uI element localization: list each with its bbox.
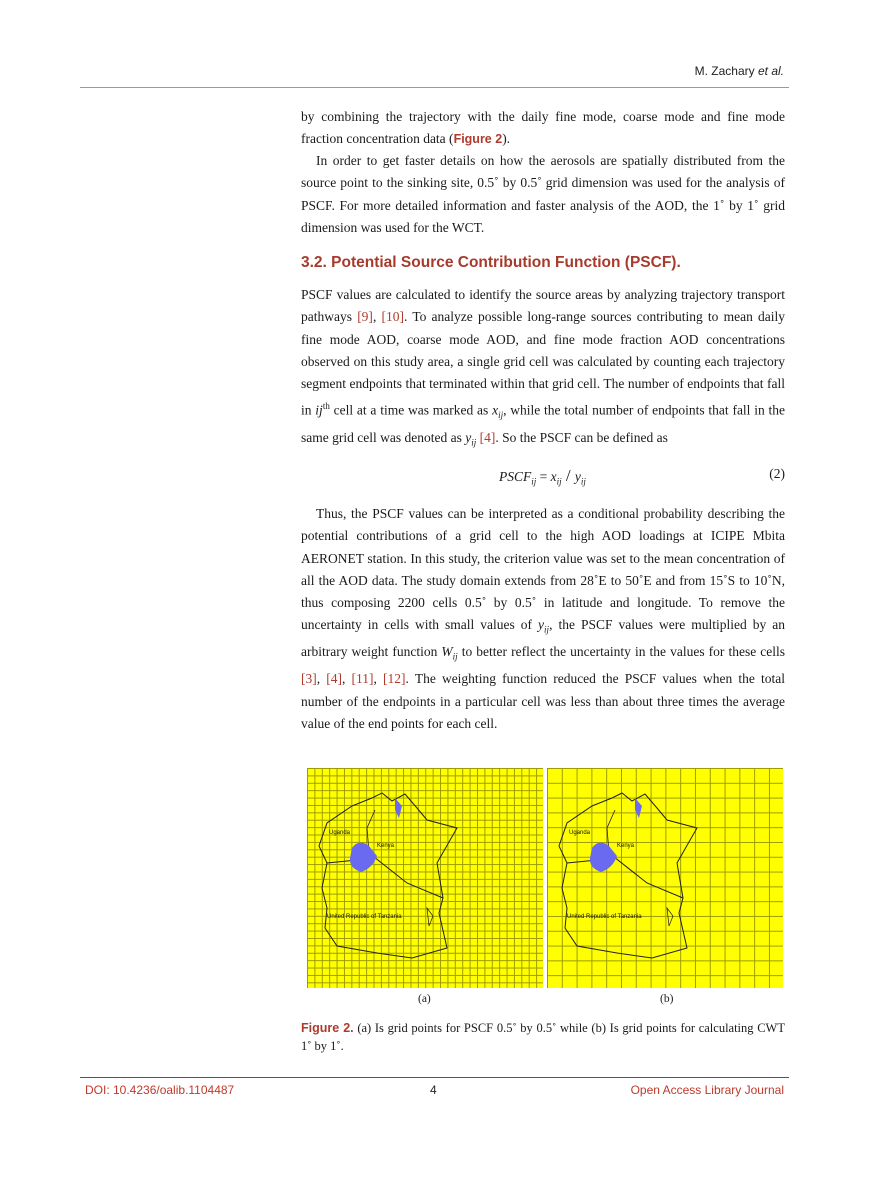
map-label-kenya: Kenya bbox=[377, 843, 395, 849]
running-header-author: M. Zachary et al. bbox=[694, 64, 784, 78]
grid-map-panel-a bbox=[307, 768, 543, 988]
citation-link[interactable]: [3] bbox=[301, 671, 317, 687]
footer-doi-link[interactable]: DOI: 10.4236/oalib.1104487 bbox=[85, 1083, 235, 1097]
map-label-uganda: Uganda bbox=[569, 830, 591, 836]
figure-2 bbox=[307, 768, 783, 988]
subfigure-label-a: (a) bbox=[418, 993, 431, 1005]
citation-link[interactable]: [12] bbox=[383, 671, 406, 687]
paragraph-4: Thus, the PSCF values can be interpreted as a conditional probability describing the potential contributions of a grid cell to the high AOD loadings at ICIPE Mbita AERONET station. In this study, the criterion value was set to the mean concentration of all the AOD data. The study domain extends from 28˚E to 50˚E and from 15˚S to 10˚N, thus composing 2200 cells 0.5˚ by 0.5˚ in latitude and longitude. To remove the uncertainty in cells with small values of $y_{ij}$, the PSCF values were multiplied by an arbitrary weight function $W_{ij}$ to better reflect the uncertainty in the values for these cells [3], [4], [11], [12]. The weighting function reduced the PSCF values when the total number of the endpoints in a particular cell was less than about three times the average value of the end points for each cell. bbox=[301, 506, 786, 732]
citation-link[interactable]: [4] bbox=[326, 671, 343, 687]
footer-rule bbox=[80, 1077, 789, 1078]
map-label-tanzania: United Republic of Tanzania bbox=[567, 914, 642, 920]
east-africa-map-a bbox=[307, 768, 543, 988]
map-label-tanzania: United Republic of Tanzania bbox=[327, 914, 402, 920]
citation-link[interactable]: [11] bbox=[351, 671, 374, 687]
subfigure-label-b: (b) bbox=[660, 993, 674, 1005]
footer-journal-link[interactable]: Open Access Library Journal bbox=[630, 1083, 784, 1097]
figure-caption-label: Figure 2. bbox=[301, 1021, 354, 1035]
east-africa-map-b bbox=[547, 768, 783, 988]
map-label-kenya: Kenya bbox=[617, 843, 635, 849]
page-number: 4 bbox=[430, 1083, 437, 1097]
citation-link[interactable]: [10] bbox=[381, 309, 404, 325]
equation-2: $PSCF_{ij} = x_{ij} / y_{ij}$ (2) bbox=[499, 466, 785, 487]
paragraph-2: In order to get faster details on how the aerosols are spatially distributed from the source point to the sinking site, 0.5˚ by 0.5˚ grid dimension was used for the analysis of PSCF. For more detailed information and faster analysis of the AOD, the 1˚ by 1˚ grid dimension was used for the WCT. bbox=[301, 153, 785, 235]
section-heading: 3.2. Potential Source Contribution Function (PSCF). bbox=[301, 254, 681, 271]
citation-link[interactable]: [9] bbox=[357, 309, 373, 325]
paragraph-1: by combining the trajectory with the daily fine mode, coarse mode and fine mode fraction concentration data (Figure 2). bbox=[301, 109, 785, 147]
citation-link[interactable]: [4] bbox=[479, 429, 496, 445]
equation-number: (2) bbox=[769, 466, 785, 481]
figure-2-link[interactable]: Figure 2 bbox=[453, 132, 503, 147]
map-label-uganda: Uganda bbox=[329, 830, 351, 836]
grid-map-panel-b bbox=[547, 768, 783, 988]
figure-caption: Figure 2. (a) Is grid points for PSCF 0.5˚ by 0.5˚ while (b) Is grid points for calculating CWT 1˚ by 1˚. bbox=[301, 1021, 785, 1053]
paragraph-3: PSCF values are calculated to identify the source areas by analyzing trajectory transport pathways [9], [10]. To analyze possible long-range sources contributing to mean daily fine mode AOD, coarse mode AOD, and fine mode fraction AOD concentrations observed on this study area, a single grid cell was calculated by counting each trajectory segment endpoints that terminated within that grid cell. The number of endpoints that fall in $ij^{th}$ cell at a time was marked as $x_{ij}$, while the total number of endpoints that fall in the same grid cell was denoted as $y_{ij}$ [4]. So the PSCF can be defined as bbox=[301, 287, 786, 448]
header-rule bbox=[80, 87, 789, 88]
